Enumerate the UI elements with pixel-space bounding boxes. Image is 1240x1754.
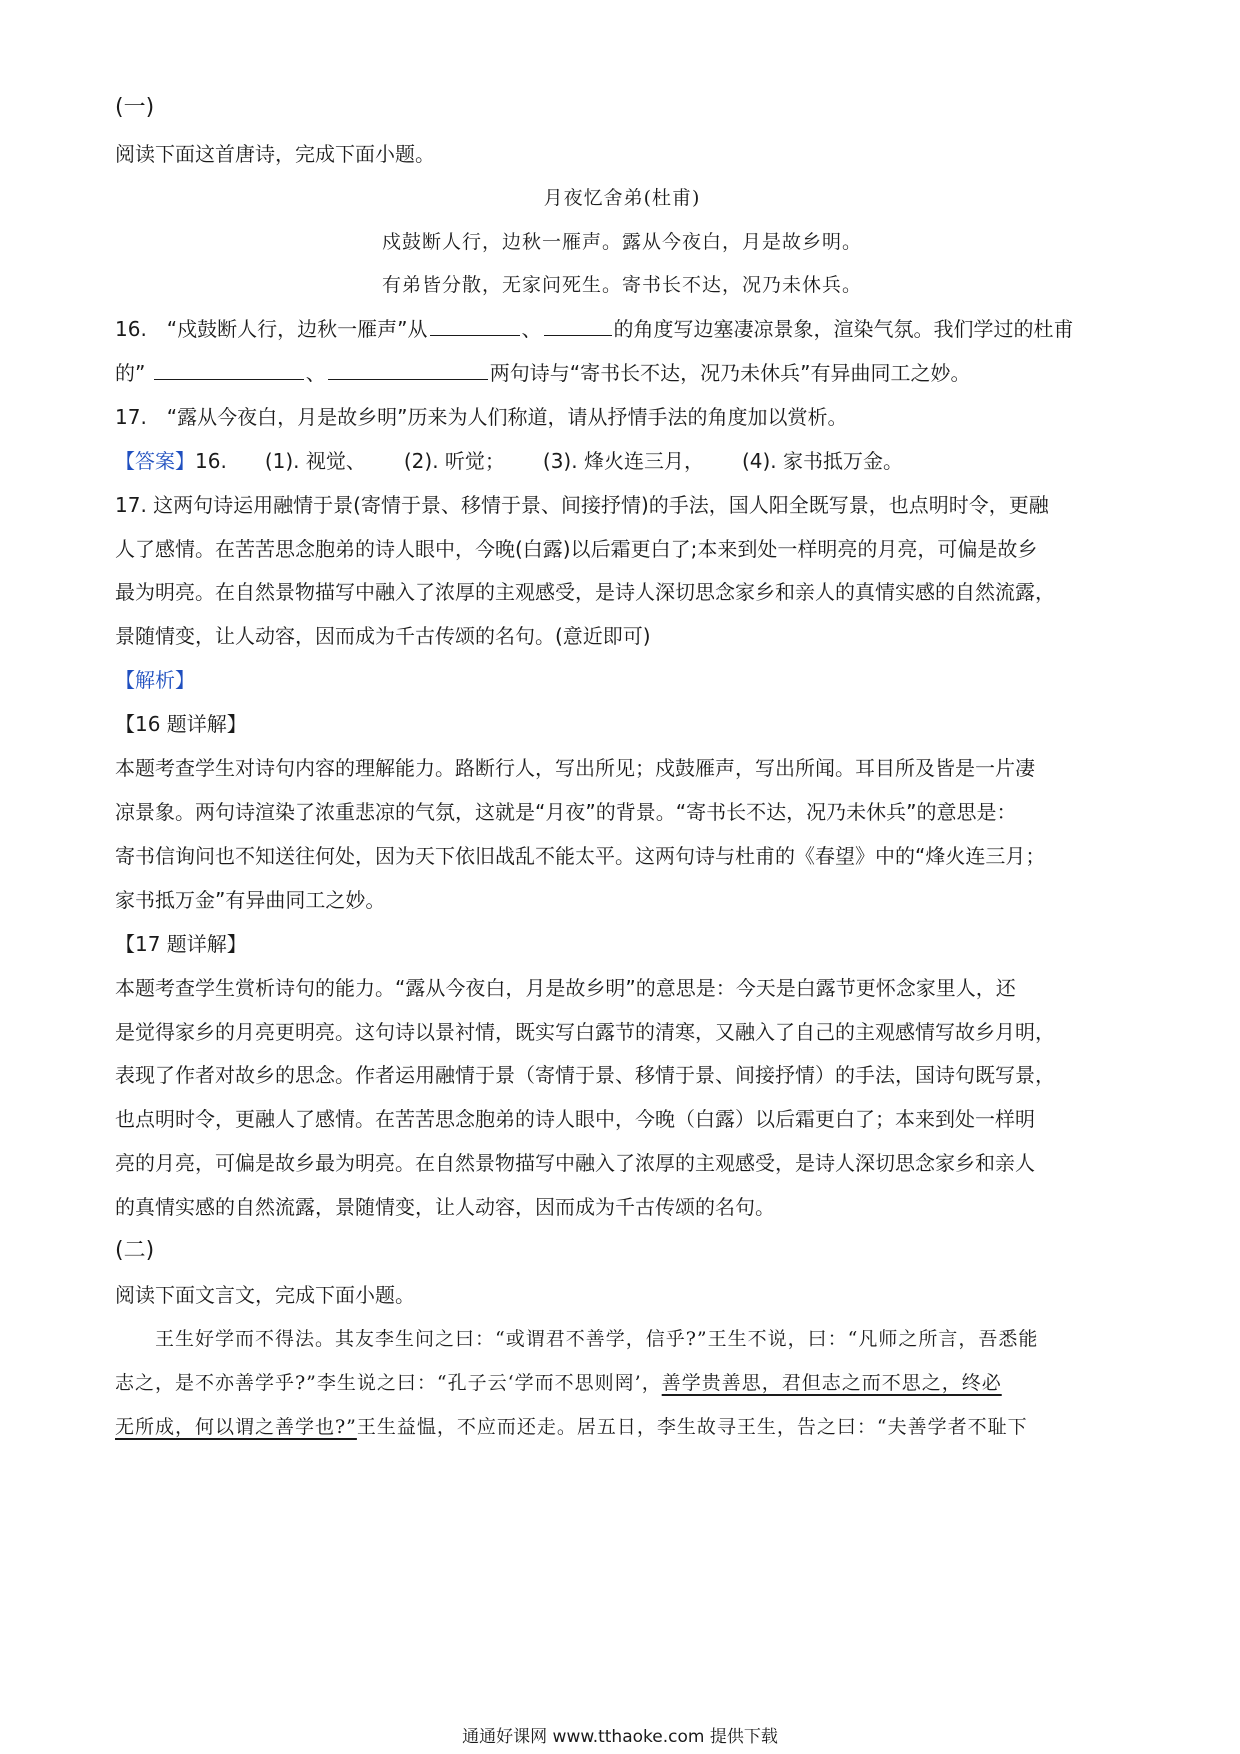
- q16-detail-line: 家书抵万金”有异曲同工之妙。: [115, 888, 386, 912]
- section-instruction-2: 阅读下面文言文，完成下面小题。: [115, 1283, 415, 1307]
- q16-detail-line: 凉景象。两句诗渲染了浓重悲凉的气氛，这就是“月夜”的背景。“寄书长不达，况乃未休兵”的意思是：: [115, 800, 1017, 824]
- passage-line-2-plain: 志之，是不亦善学乎?”李生说之曰：“孔子云‘学而不思则罔’，: [115, 1372, 662, 1394]
- q17-detail-line: 也点明时令，更融人了感情。在苦苦思念胞弟的诗人眼中，今晚（白露）以后霜更白了；本来到处一样明: [115, 1107, 1035, 1131]
- footer-site-name: 通通好课网: [462, 1727, 548, 1747]
- answer-blank-3: [154, 359, 304, 380]
- answer-blank-4: [328, 359, 488, 380]
- poem-line-1: 戍鼓断人行，边秋一雁声。露从今夜白，月是故乡明。: [381, 231, 862, 253]
- q17-detail-label: 【17 题详解】: [115, 932, 247, 956]
- passage-line-2-underlined: 善学贵善思，君但志之而不思之，终必: [661, 1372, 1002, 1394]
- q16-prefix: 16. “戍鼓断人行，边秋一雁声”从: [115, 317, 428, 341]
- q16-line2-suffix: 两句诗与“寄书长不达，况乃未休兵”有异曲同工之妙。: [489, 361, 971, 385]
- q16-detail-line: 寄书信询问也不知送往何处，因为天下依旧战乱不能太平。这两句诗与杜甫的《春望》中的“烽火连三月；: [115, 844, 1046, 868]
- q16-detail-label: 【16 题详解】: [115, 712, 247, 736]
- q17-detail-line: 亮的月亮，可偏是故乡最为明亮。在自然景物描写中融入了浓厚的主观感受，是诗人深切思念家乡和亲人: [115, 1151, 1035, 1175]
- answer-num: 16.: [195, 449, 227, 473]
- answer-17-line: 最为明亮。在自然景物描写中融入了浓厚的主观感受，是诗人深切思念家乡和亲人的真情实感的自然流露，: [115, 580, 1055, 604]
- q16-detail-line: 本题考查学生对诗句内容的理解能力。路断行人，写出所见；戍鼓雁声，写出所闻。耳目所及皆是一片凄: [115, 756, 1035, 780]
- passage-line-2: [115, 1367, 1129, 1399]
- answer-part-2: (2). 听觉；: [403, 449, 505, 473]
- answer-part-3: (3). 烽火连三月，: [542, 449, 704, 473]
- section-instruction-1: 阅读下面这首唐诗，完成下面小题。: [115, 142, 435, 166]
- answer-part-4: (4). 家书抵万金。: [741, 449, 903, 473]
- poem-line-2: 有弟皆分散，无家问死生。寄书长不达，况乃未休兵。: [381, 274, 862, 296]
- answer-16: [115, 445, 1129, 477]
- passage-line-3: [115, 1411, 1129, 1443]
- section-heading-1: (一): [115, 95, 155, 120]
- page-footer: [0, 1725, 1240, 1749]
- q16-line2-prefix: 的”: [115, 361, 146, 385]
- question-16-line-1: [115, 313, 1129, 345]
- footer-suffix: 提供下载: [709, 1727, 778, 1747]
- passage-line-3-underlined: 无所成，何以谓之善学也?”: [115, 1416, 357, 1438]
- q16-mid: 的角度写边塞凄凉景象，渲染气氛。我们学过的杜甫: [613, 317, 1074, 341]
- answer-17-line: 景随情变，让人动容，因而成为千古传颂的名句。(意近即可): [115, 624, 651, 648]
- analysis-label: 【解析】: [115, 668, 195, 692]
- q16-sep1: 、: [521, 317, 542, 341]
- answer-17-line: 17. 这两句诗运用融情于景(寄情于景、移情于景、间接抒情)的手法，国人阳全既写景，也点明时令，更融: [115, 493, 1049, 517]
- q17-detail-line: 的真情实感的自然流露，景随情变，让人动容，因而成为千古传颂的名句。: [115, 1195, 775, 1219]
- q16-sep2: 、: [305, 361, 326, 385]
- question-17: 17. “露从今夜白，月是故乡明”历来为人们称道，请从抒情手法的角度加以赏析。: [115, 405, 848, 429]
- answer-label: 【答案】: [115, 449, 195, 473]
- answer-part-1: (1). 视觉、: [264, 449, 366, 473]
- passage-line-1: 王生好学而不得法。其友李生问之曰：“或谓君不善学，信乎?”王生不说，曰：“凡师之所言，吾悉能: [115, 1328, 1039, 1350]
- footer-url[interactable]: www.tthaoke.com: [552, 1727, 705, 1747]
- q17-detail-line: 表现了作者对故乡的思念。作者运用融情于景（寄情于景、移情于景、间接抒情）的手法，国诗句既写景，: [115, 1063, 1055, 1087]
- answer-17-line: 人了感情。在苦苦思念胞弟的诗人眼中，今晚(白露)以后霜更白了;本来到处一样明亮的月亮，可偏是故乡: [115, 537, 1038, 561]
- passage-line-3-plain: 王生益愠，不应而还走。居五日，李生故寻王生，告之曰：“夫善学者不耻下: [356, 1416, 1028, 1438]
- answer-blank-1: [430, 315, 520, 336]
- q17-detail-line: 本题考查学生赏析诗句的能力。“露从今夜白，月是故乡明”的意思是：今天是白露节更怀念家里人，还: [115, 976, 1016, 1000]
- q17-detail-line: 是觉得家乡的月亮更明亮。这句诗以景衬情，既实写白露节的清寒，又融入了自己的主观感情写故乡月明，: [115, 1020, 1055, 1044]
- poem-title: 月夜忆舍弟(杜甫): [543, 187, 701, 209]
- section-heading-2: (二): [115, 1238, 155, 1263]
- answer-blank-2: [544, 315, 612, 336]
- question-16-line-2: [115, 357, 1129, 389]
